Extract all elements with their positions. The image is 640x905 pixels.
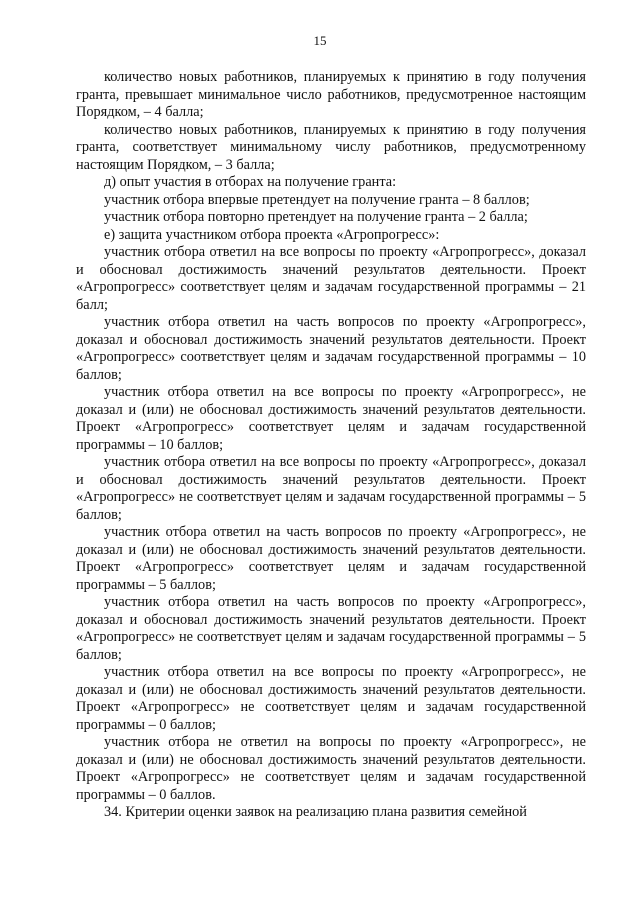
document-body <box>76 69 586 822</box>
paragraph-first-time: участник отбора впервые претендует на получение гранта – 8 баллов; <box>104 191 530 208</box>
paragraph-repeat: участник отбора повторно претендует на получение гранта – 2 балла; <box>104 209 528 225</box>
page-number: 15 <box>313 33 327 48</box>
paragraph-score-5-partial-mismatch: участник отбора ответил на часть вопросов по проекту «Агропрогресс», доказал и обосновал достижимость значений результатов деятельности. Проект «Агропрогресс» не соответствует целям и задачам государственной программы – 5 баллов; <box>76 594 586 663</box>
paragraph-workers-exceeds: количество новых работников, планируемых к принятию в году получения гранта, превышает минимальное число работников, предусмотренное настоящим Порядком, – 4 балла; <box>76 69 586 120</box>
paragraph-score-10-partial: участник отбора ответил на часть вопросов по проекту «Агропрогресс», доказал и обосновал достижимость значений результатов деятельности. Проект «Агропрогресс» соответствует целям и задачам государственной программы – 10 баллов; <box>76 314 586 383</box>
paragraph-workers-matches: количество новых работников, планируемых к принятию в году получения гранта, соответствует минимальному числу работников, предусмотренному настоящим Порядком, – 3 балла; <box>76 121 586 173</box>
paragraph-score-5-mismatch: участник отбора ответил на все вопросы по проекту «Агропрогресс», доказал и обосновал достижимость значений результатов деятельности. Проект «Агропрогресс» не соответствует целям и задачам государственной программы – 5 баллов; <box>76 454 586 523</box>
paragraph-score-5-partial-unproven: участник отбора ответил на часть вопросов по проекту «Агропрогресс», не доказал и (или) не обосновал достижимость значений результатов деятельности. Проект «Агропрогресс» соответствует целям и задачам государственной программы – 5 баллов; <box>76 524 586 593</box>
paragraph-score-21: участник отбора ответил на все вопросы по проекту «Агропрогресс», доказал и обосновал достижимость значений результатов деятельности. Проект «Агропрогресс» соответствует целям и задачам государственной программы – 21 балл; <box>76 244 586 313</box>
paragraph-score-0-none: участник отбора не ответил на вопросы по проекту «Агропрогресс», не доказал и (или) не обосновал достижимость значений результатов деятельности. Проект «Агропрогресс» не соответствует целям и задачам государственной программы – 0 баллов. <box>76 734 586 803</box>
paragraph-criterion-e-heading: е) защита участником отбора проекта «Агропрогресс»: <box>104 226 440 243</box>
paragraph-criterion-d-heading: д) опыт участия в отборах на получение гранта: <box>104 174 397 190</box>
paragraph-score-0-all: участник отбора ответил на все вопросы по проекту «Агропрогресс», не доказал и (или) не обосновал достижимость значений результатов деятельности. Проект «Агропрогресс» не соответствует целям и задачам государственной программы – 0 баллов; <box>76 664 586 733</box>
paragraph-item-34: 34. Критерии оценки заявок на реализацию плана развития семейной <box>104 804 527 820</box>
paragraph-score-10-unproven: участник отбора ответил на все вопросы по проекту «Агропрогресс», не доказал и (или) не обосновал достижимость значений результатов деятельности. Проект «Агропрогресс» соответствует целям и задачам государственной программы – 10 баллов; <box>76 384 586 453</box>
